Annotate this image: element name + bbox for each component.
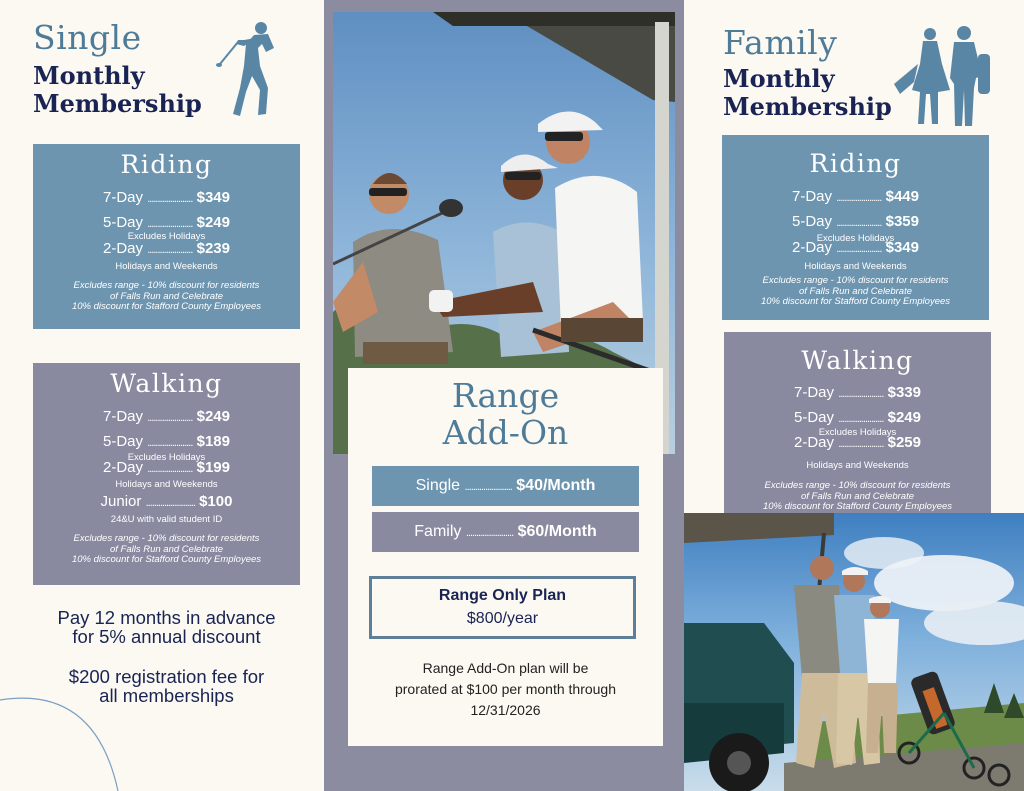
single-walking-note-junior: 24&U with valid student ID	[110, 514, 223, 525]
single-walking-title: Walking	[110, 369, 223, 398]
family-riding-row-5day: 5-Day ...................... $359	[792, 213, 919, 230]
single-riding-title: Riding	[120, 150, 213, 179]
single-title: Single	[33, 18, 142, 57]
single-walking-note-holidays: Holidays and Weekends	[115, 479, 218, 490]
registration-fee-text: $200 registration fee for all memberships	[68, 666, 265, 706]
golfer-silhouette-icon	[214, 18, 282, 120]
family-walking-row-5day: 5-Day ...................... $249	[794, 409, 921, 426]
family-riding-card	[722, 135, 989, 320]
family-walking-row-7day: 7-Day ...................... $339	[794, 384, 921, 401]
family-riding-note-holidays: Holidays and Weekends	[804, 261, 907, 272]
family-riding-title: Riding	[809, 149, 902, 178]
family-walking-title: Walking	[801, 346, 914, 375]
single-subtitle-monthly: Monthly	[33, 61, 145, 90]
single-riding-card	[33, 144, 300, 329]
range-only-plan-box	[369, 576, 636, 639]
single-riding-note-excludes: Excludes Holidays	[127, 231, 206, 242]
single-walking-card	[33, 363, 300, 585]
single-riding-row-7day: 7-Day ...................... $349	[103, 189, 230, 206]
single-walking-row-2day: 2-Day ...................... $199	[103, 459, 230, 476]
family-riding-note-excludes: Excludes Holidays	[816, 233, 895, 244]
family-riding-row-7day: 7-Day ...................... $449	[792, 188, 919, 205]
family-walking-row-2day: 2-Day ...................... $259	[794, 434, 921, 451]
family-riding-row-2day: 2-Day ...................... $349	[792, 239, 919, 256]
range-only-plan-price: $800/year	[466, 610, 539, 627]
family-riding-fine-print: Excludes range - 10% discount for residents of Falls Run and Celebrate 10% discount for Stafford County Employees	[760, 275, 951, 307]
single-walking-note-excludes: Excludes Holidays	[127, 452, 206, 463]
family-walking-note-excludes: Excludes Holidays	[818, 427, 897, 438]
range-single-option: Single ....................... $40/Month	[372, 466, 639, 506]
family-title: Family	[723, 23, 838, 62]
single-riding-note-holidays: Holidays and Weekends	[115, 261, 218, 272]
family-subtitle-membership: Membership	[723, 92, 892, 121]
range-only-plan-title: Range Only Plan	[438, 587, 567, 604]
single-walking-row-junior: Junior ........................ $100	[100, 493, 233, 510]
range-prorate-text: Range Add-On plan will be prorated at $100 per month through 12/31/2026	[394, 660, 617, 718]
family-walking-note-holidays: Holidays and Weekends	[806, 460, 909, 471]
golf-cart-photo	[684, 513, 1024, 791]
decorative-arc	[0, 690, 140, 791]
single-subtitle-membership: Membership	[33, 89, 202, 118]
single-riding-fine-print: Excludes range - 10% discount for residents of Falls Run and Celebrate 10% discount for Stafford County Employees	[71, 280, 262, 312]
single-walking-fine-print: Excludes range - 10% discount for residents of Falls Run and Celebrate 10% discount for Stafford County Employees	[71, 533, 262, 565]
family-subtitle-monthly: Monthly	[723, 64, 835, 93]
range-addon-title: Range Add-On	[442, 376, 569, 452]
single-riding-row-2day: 2-Day ...................... $239	[103, 240, 230, 257]
couple-silhouette-icon	[890, 24, 995, 130]
single-walking-row-7day: 7-Day ...................... $249	[103, 408, 230, 425]
single-riding-row-5day: 5-Day ...................... $249	[103, 214, 230, 231]
family-walking-card	[724, 332, 991, 523]
single-walking-row-5day: 5-Day ...................... $189	[103, 433, 230, 450]
advance-discount-text: Pay 12 months in advance for 5% annual discount	[57, 607, 276, 647]
family-walking-fine-print: Excludes range - 10% discount for residents of Falls Run and Celebrate 10% discount for Stafford County Employees	[762, 480, 953, 512]
range-family-option: Family ....................... $60/Month	[372, 512, 639, 552]
